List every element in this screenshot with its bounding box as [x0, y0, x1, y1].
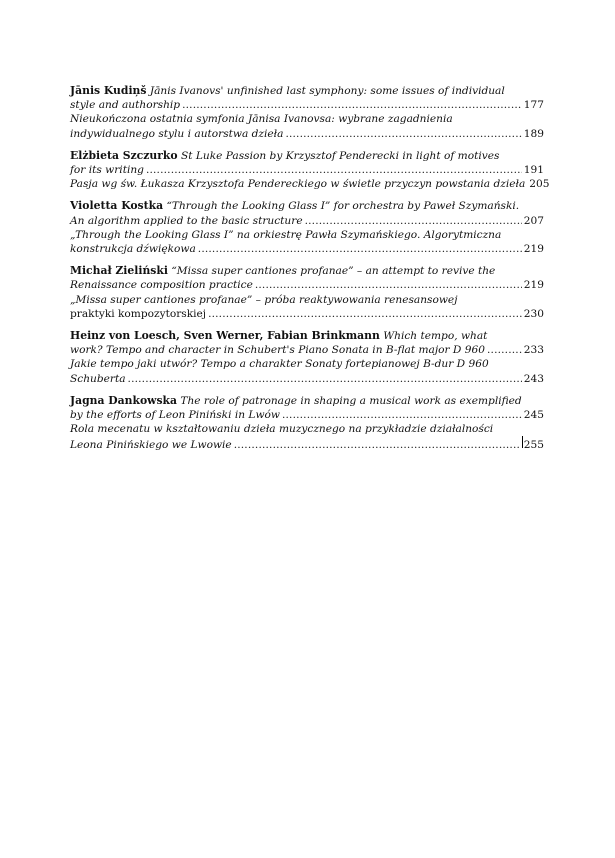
- toc-entry: [70, 199, 544, 256]
- toc-line: [70, 242, 544, 256]
- toc-line: [70, 98, 544, 112]
- toc-entry: [70, 148, 550, 192]
- toc-line: [70, 264, 544, 278]
- toc-line: [70, 372, 544, 386]
- entry-title-translation: praktyki kompozytorskiej: [70, 307, 207, 320]
- page-number: 255: [523, 439, 544, 452]
- toc-line: [70, 436, 544, 452]
- entry-title: “Missa super cantiones profanae” – an attempt to revive the: [171, 265, 496, 278]
- entry-title-translation: Pasja wg św. Łukasza Krzysztofa Pendereckiego w świetle przyczyn powstania dzieła: [70, 178, 526, 191]
- dot-leader: [255, 278, 522, 292]
- toc-line: [70, 199, 544, 213]
- toc-line: [70, 214, 544, 228]
- entry-title-translation: indywidualnego stylu i autorstwa dzieła: [70, 127, 284, 140]
- entry-title-translation: Nieukończona ostatnia symfonia Jānisa Ivanovsa: wybrane zagadnienia: [70, 113, 453, 126]
- entry-title-translation: Schuberta: [70, 372, 126, 385]
- page-number: 205: [529, 178, 550, 191]
- toc-line: [70, 343, 544, 357]
- toc-line: [70, 394, 544, 408]
- toc-line: [70, 357, 544, 371]
- entry-title: for its writing: [70, 164, 144, 177]
- dot-leader: [282, 408, 522, 422]
- toc-line: [70, 329, 544, 343]
- entry-author: Jānis Kudiņš: [70, 84, 147, 97]
- entry-title: The role of patronage in shaping a musical work as exemplified: [180, 394, 522, 407]
- toc-line: [70, 293, 544, 307]
- page-number: 207: [523, 214, 544, 227]
- entry-title-translation: Rola mecenatu w kształtowaniu dzieła muzycznego na przykładzie działalności: [70, 423, 494, 436]
- toc-line: [70, 112, 544, 126]
- page-number: 245: [523, 409, 544, 422]
- page-number: 191: [523, 164, 544, 177]
- dot-leader: [285, 127, 521, 141]
- dot-leader: [305, 214, 522, 228]
- toc-line: [70, 149, 544, 163]
- toc-line: [70, 177, 550, 191]
- entry-title: St Luke Passion by Krzysztof Penderecki in light of motives: [180, 149, 500, 162]
- dot-leader: [128, 372, 522, 386]
- entry-title-translation: „Through the Looking Glass I” na orkiestrę Pawła Szymańskiego. Algorytmiczna: [70, 228, 502, 241]
- entry-title-translation: konstrukcja dźwiękowa: [70, 243, 196, 256]
- page-number: 189: [523, 127, 544, 140]
- entry-author: Heinz von Loesch, Sven Werner, Fabian Brinkmann: [70, 329, 380, 343]
- dot-leader: [234, 438, 521, 452]
- entry-title: Renaissance composition practice: [70, 279, 253, 292]
- entry-title: style and authorship: [70, 99, 181, 112]
- entry-title: by the efforts of Leon Piniński in Lwów: [70, 409, 280, 422]
- toc-line: [70, 278, 544, 292]
- toc-line: [70, 127, 544, 141]
- toc-line: [70, 84, 544, 98]
- text-cursor: [522, 436, 523, 448]
- dot-leader: [487, 343, 522, 357]
- page-number: 243: [523, 372, 544, 385]
- toc-line: [70, 228, 544, 242]
- entry-title-translation: „Missa super cantiones profanae” – próba reaktywowania renesansowej: [70, 293, 458, 306]
- page-number: 177: [523, 99, 544, 112]
- toc-entry: [70, 394, 544, 453]
- entry-author: Violetta Kostka: [70, 199, 164, 213]
- toc-line: [70, 163, 544, 177]
- page-number: 230: [523, 307, 544, 320]
- toc-entry: [70, 329, 544, 386]
- toc-line: [70, 408, 544, 422]
- toc-entry: [70, 84, 544, 141]
- page-number: 219: [523, 279, 544, 292]
- entry-title: Jānis Ivanovs' unfinished last symphony: some issues of individual: [149, 85, 505, 97]
- entry-author: Michał Zieliński: [70, 264, 168, 278]
- entry-author: Jagna Dankowska: [70, 393, 177, 407]
- entry-title: Which tempo, what: [383, 330, 488, 343]
- entry-title: An algorithm applied to the basic structure: [70, 214, 303, 227]
- dot-leader: [182, 98, 522, 112]
- entry-title-translation: Leona Pinińskiego we Lwowie: [70, 439, 232, 452]
- toc-line: [70, 307, 544, 321]
- page-number: 219: [523, 243, 544, 256]
- entry-author: Elżbieta Szczurko: [70, 148, 178, 162]
- dot-leader: [198, 242, 522, 256]
- dot-leader: [146, 163, 522, 177]
- dot-leader: [208, 307, 522, 321]
- page-number: 233: [523, 344, 544, 357]
- entry-title: work? Tempo and character in Schubert's Piano Sonata in B-flat major D 960: [70, 344, 485, 357]
- toc-line: [70, 422, 544, 436]
- entry-title-translation: Jakie tempo jaki utwór? Tempo a charakter Sonaty fortepianowej B-dur D 960: [70, 358, 489, 371]
- entry-title: “Through the Looking Glass I” for orchestra by Paweł Szymański.: [166, 200, 520, 213]
- toc-entry: [70, 264, 544, 321]
- table-of-contents: [70, 84, 550, 461]
